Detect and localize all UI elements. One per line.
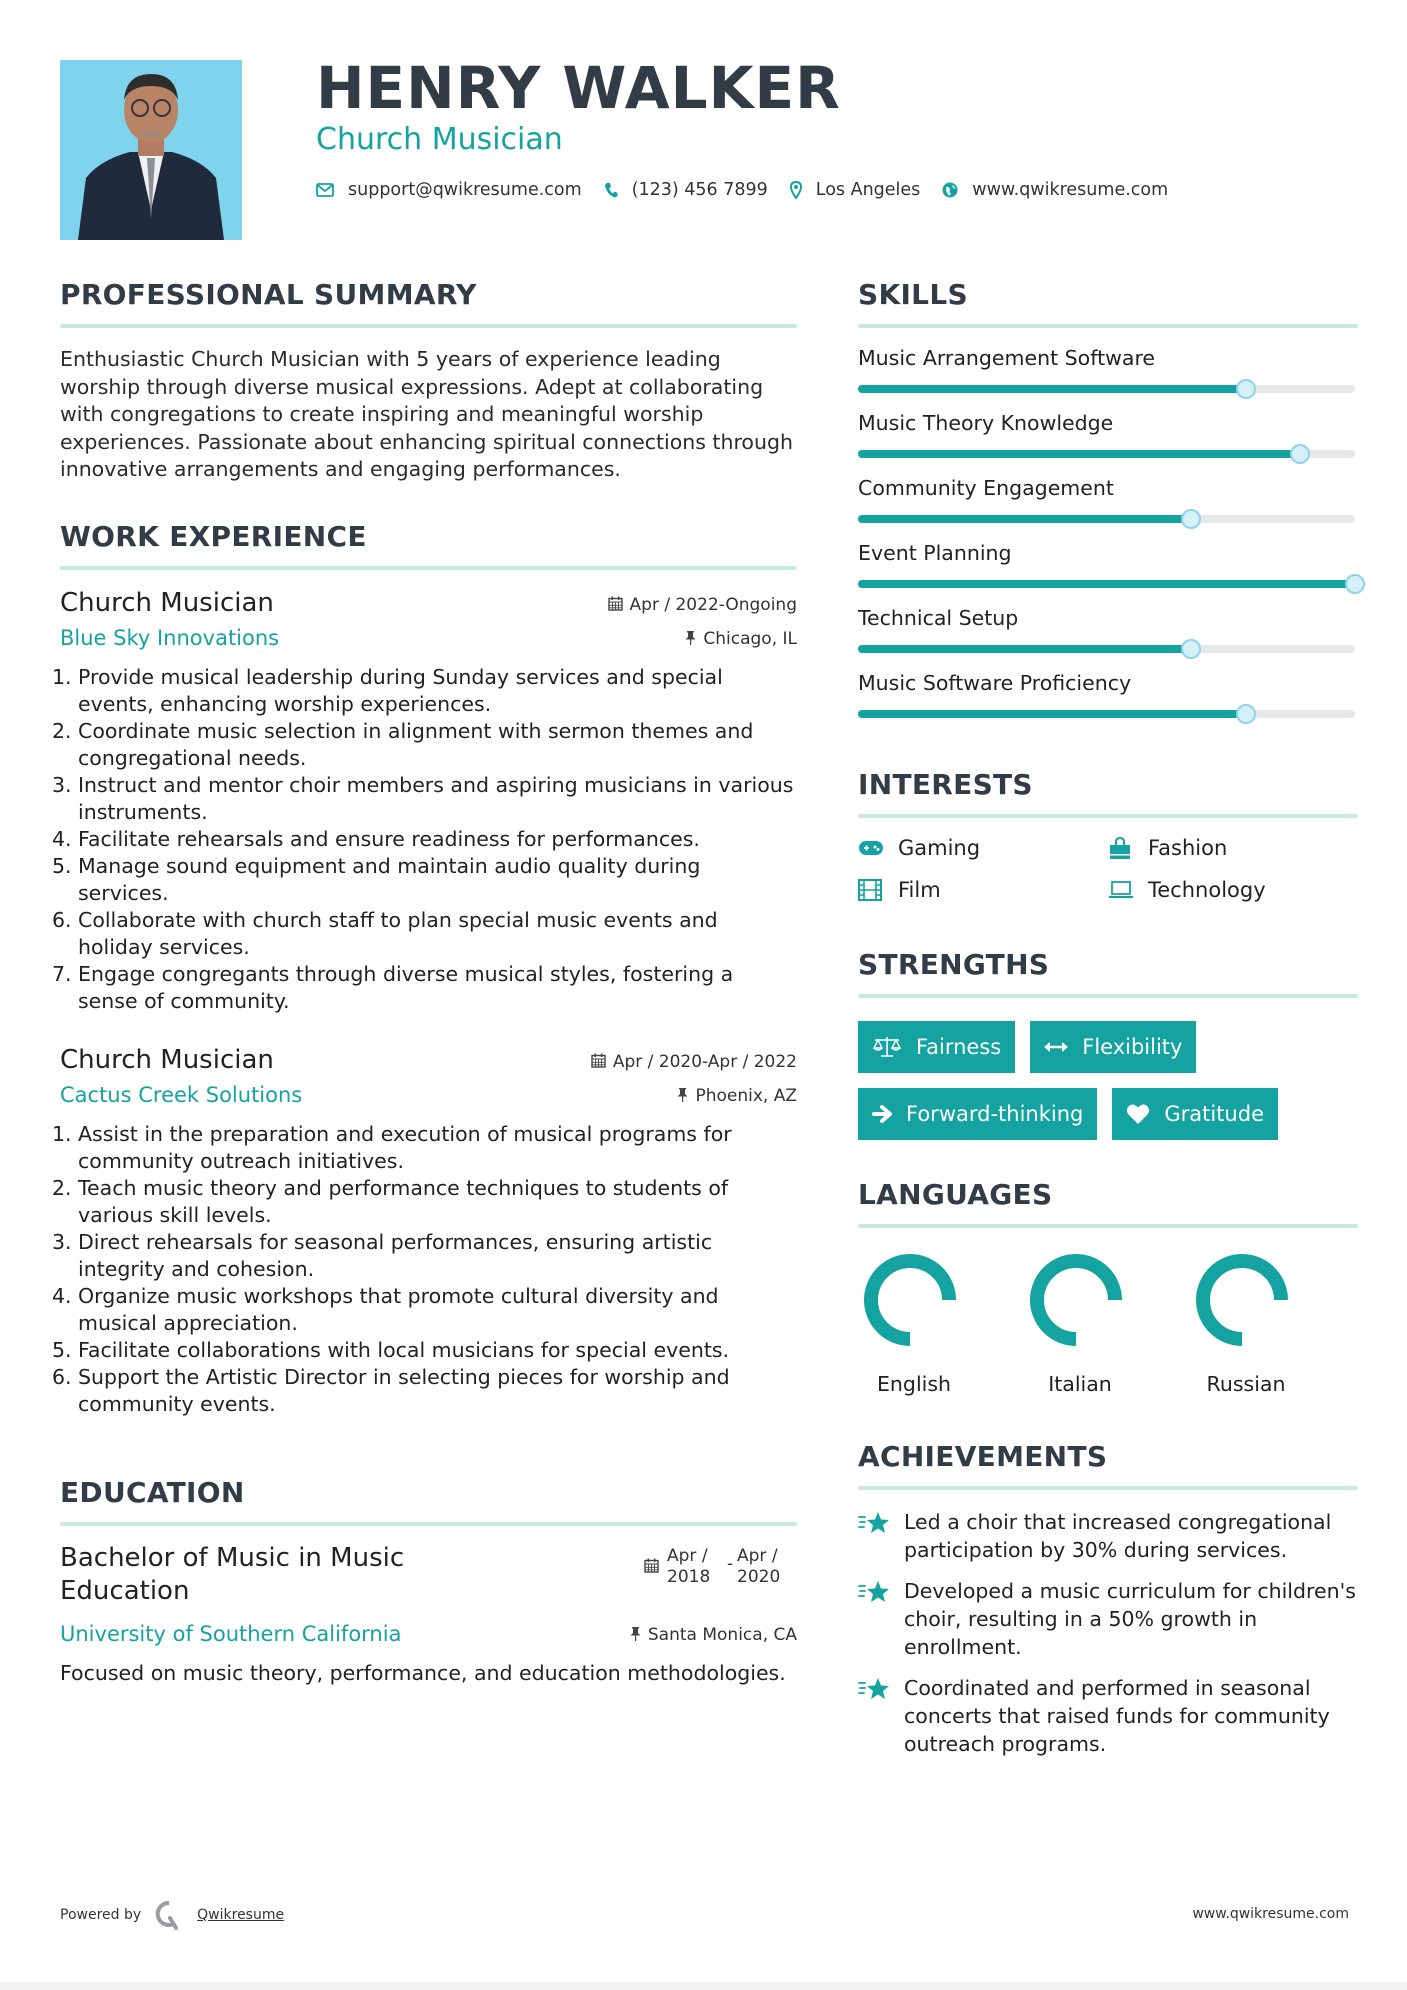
- contact-email[interactable]: [316, 180, 582, 200]
- strength-tag: [858, 1021, 1015, 1073]
- envelope-icon: [316, 183, 334, 197]
- skills-list: [858, 346, 1358, 718]
- contact-location: [790, 180, 921, 200]
- duty-item: 6. Collaborate with church staff to plan special music events and holiday services.: [52, 907, 718, 959]
- thumbtack-icon: [630, 1626, 641, 1645]
- language-item: [1024, 1254, 1190, 1396]
- job-location-text: Chicago, IL: [703, 629, 797, 649]
- skill-bar: [858, 710, 1355, 718]
- skill-bar: [858, 385, 1355, 393]
- section-title-skills: SKILLS: [858, 278, 968, 311]
- profile-photo: [60, 60, 242, 240]
- education-description: Focused on music theory, performance, and education methodologies.: [60, 1660, 786, 1685]
- globe-icon: [942, 182, 958, 198]
- shooting-star-icon: [858, 1676, 904, 1758]
- education-dates: [644, 1546, 797, 1608]
- strength-tag: [858, 1088, 1097, 1140]
- job-location: [685, 629, 797, 649]
- skill-bar-thumb: [1181, 509, 1201, 529]
- candidate-role: Church Musician: [316, 122, 563, 157]
- achievement-item: [858, 1577, 1358, 1661]
- arrows-h-icon: [1044, 1041, 1068, 1053]
- language-item: [1190, 1254, 1356, 1396]
- job-dates-text: Apr / 2020-Apr / 2022: [612, 1052, 797, 1072]
- job-location: [677, 1086, 797, 1106]
- skill-bar: [858, 450, 1355, 458]
- language-ring-arc: [871, 1261, 949, 1339]
- skill-name: Technical Setup: [858, 606, 1019, 630]
- section-divider: [858, 994, 1358, 998]
- contact-row: [316, 180, 1190, 200]
- strength-tag: [1112, 1088, 1278, 1140]
- degree-title: Bachelor of Music in Music Education: [60, 1542, 405, 1606]
- school-location: [630, 1625, 797, 1645]
- interest-label: Fashion: [1148, 836, 1228, 860]
- section-divider: [858, 814, 1358, 818]
- section-title-achievements: ACHIEVEMENTS: [858, 1440, 1108, 1473]
- heart-icon: [1126, 1103, 1150, 1125]
- interests-section: [858, 768, 1358, 902]
- section-title-languages: LANGUAGES: [858, 1178, 1053, 1211]
- skill-bar-fill: [858, 515, 1191, 523]
- interest-label: Gaming: [898, 836, 981, 860]
- skill-bar-fill: [858, 450, 1300, 458]
- powered-by-label: Powered by: [60, 1907, 142, 1923]
- section-title-interests: INTERESTS: [858, 768, 1033, 801]
- job-entry: [52, 1044, 797, 1418]
- strength-label: Gratitude: [1164, 1102, 1264, 1126]
- language-ring-arc: [1203, 1261, 1281, 1339]
- skill-bar-thumb: [1236, 379, 1256, 399]
- thumbtack-icon: [677, 1087, 688, 1106]
- job-title: Church Musician: [60, 1044, 274, 1075]
- thumbtack-icon: [685, 630, 696, 649]
- language-name: English: [876, 1372, 952, 1396]
- skill-name: Event Planning: [858, 541, 1012, 565]
- section-title-experience: WORK EXPERIENCE: [60, 519, 367, 553]
- experience-section: [52, 519, 797, 1418]
- skill-name: Music Theory Knowledge: [858, 411, 1114, 435]
- skill-bar-thumb: [1345, 574, 1365, 594]
- language-ring: [864, 1254, 956, 1346]
- duty-item: 3. Instruct and mentor choir members and aspiring musicians in various instruments.: [52, 772, 794, 824]
- section-title-strengths: STRENGTHS: [858, 948, 1050, 981]
- job-location-text: Phoenix, AZ: [695, 1086, 797, 1106]
- summary-text: Enthusiastic Church Musician with 5 years of experience leading worship through diverse musical expressions. Adept at collaborating with congregations to create inspiring and meaningful worship experiences. Passionate about enhancing spiritual connections through innovative arrangements and engaging performances.: [60, 347, 793, 481]
- skill-bar-thumb: [1181, 639, 1201, 659]
- languages-section: [858, 1178, 1358, 1396]
- duty-item: 4. Organize music workshops that promote cultural diversity and musical appreciation.: [52, 1283, 719, 1335]
- footer-powered-by: [60, 1900, 284, 1930]
- skill-bar-fill: [858, 580, 1355, 588]
- contact-location-text: Los Angeles: [815, 180, 921, 200]
- summary-section: [60, 278, 797, 484]
- skill-item: [858, 671, 1358, 718]
- balance-scale-icon: [872, 1035, 902, 1059]
- skill-bar: [858, 515, 1355, 523]
- achievement-text: Led a choir that increased congregational participation by 30% during services.: [904, 1510, 1332, 1562]
- achievement-item: [858, 1674, 1358, 1758]
- footer-website[interactable]: www.qwikresume.com: [1192, 1906, 1349, 1922]
- strength-tag: [1030, 1021, 1196, 1073]
- achievements-section: [858, 1440, 1358, 1758]
- calendar-icon: [608, 596, 623, 615]
- calendar-icon: [644, 1558, 659, 1608]
- calendar-icon: [591, 1053, 606, 1072]
- language-name: Italian: [1048, 1372, 1112, 1396]
- achievement-item: [858, 1508, 1358, 1564]
- section-divider: [60, 566, 797, 570]
- company-name: Blue Sky Innovations: [60, 625, 280, 650]
- education-section: [60, 1476, 797, 1687]
- duty-item: 5. Manage sound equipment and maintain audio quality during services.: [52, 853, 701, 905]
- company-name: Cactus Creek Solutions: [60, 1082, 303, 1107]
- duty-item: 2. Teach music theory and performance techniques to students of various skill levels.: [52, 1175, 729, 1227]
- achievement-text: Coordinated and performed in seasonal concerts that raised funds for community outreach programs.: [904, 1676, 1330, 1756]
- shooting-star-icon: [858, 1579, 904, 1661]
- duty-item: 7. Engage congregants through diverse musical styles, fostering a sense of community.: [52, 961, 734, 1013]
- skill-item: [858, 346, 1358, 393]
- duty-item: 4. Facilitate rehearsals and ensure readiness for performances.: [52, 826, 700, 851]
- skill-bar-fill: [858, 385, 1246, 393]
- right-column: [858, 278, 1358, 1771]
- skill-bar: [858, 580, 1355, 588]
- job-dates: [591, 1052, 797, 1072]
- person-portrait-icon: [60, 60, 242, 240]
- section-divider: [858, 1224, 1358, 1228]
- qwikresume-link[interactable]: Qwikresume: [197, 1907, 285, 1923]
- skill-name: Music Software Proficiency: [858, 671, 1132, 695]
- skill-item: [858, 411, 1358, 458]
- contact-phone-text: (123) 456 7899: [631, 180, 768, 200]
- contact-email-text: support@qwikresume.com: [348, 180, 582, 200]
- interest-item: [858, 836, 1108, 860]
- school-name: University of Southern California: [60, 1621, 402, 1646]
- job-title: Church Musician: [60, 587, 274, 618]
- duties-list: [52, 664, 797, 1015]
- skills-section: [858, 278, 1358, 718]
- skill-item: [858, 476, 1358, 523]
- duty-item: 1. Provide musical leadership during Sunday services and special events, enhancing worship experiences.: [52, 664, 723, 716]
- gamepad-icon: [858, 840, 886, 856]
- duties-list: [52, 1121, 797, 1418]
- skill-bar-fill: [858, 710, 1246, 718]
- section-title-education: EDUCATION: [60, 1475, 245, 1509]
- strength-label: Flexibility: [1082, 1035, 1183, 1059]
- interest-item: [1108, 878, 1358, 902]
- job-dates-text: Apr / 2022-Ongoing: [629, 595, 797, 615]
- interest-label: Technology: [1148, 878, 1266, 902]
- interest-label: Film: [898, 878, 941, 902]
- job-entry: [52, 587, 797, 1015]
- contact-website-text: www.qwikresume.com: [972, 180, 1169, 200]
- skill-bar-thumb: [1236, 704, 1256, 724]
- strengths-section: [858, 948, 1358, 1140]
- strength-label: Fairness: [916, 1035, 1002, 1059]
- skill-name: Music Arrangement Software: [858, 346, 1156, 370]
- skill-bar-thumb: [1290, 444, 1310, 464]
- qwikresume-logo-icon: [155, 1900, 183, 1930]
- skill-item: [858, 606, 1358, 653]
- duty-item: 3. Direct rehearsals for seasonal performances, ensuring artistic integrity and cohesion.: [52, 1229, 713, 1281]
- education-start: Apr / 2018: [667, 1545, 711, 1587]
- interest-item: [1108, 836, 1358, 860]
- contact-phone[interactable]: [604, 180, 768, 200]
- language-ring: [1030, 1254, 1122, 1346]
- language-name: Russian: [1206, 1372, 1286, 1396]
- section-divider: [858, 1486, 1358, 1490]
- language-item: [858, 1254, 1024, 1396]
- achievement-text: Developed a music curriculum for children's choir, resulting in a 50% growth in enrollment.: [904, 1579, 1356, 1659]
- language-ring-arc: [1037, 1261, 1115, 1339]
- skill-item: [858, 541, 1358, 588]
- film-icon: [858, 879, 886, 901]
- candidate-name: HENRY WALKER: [316, 54, 841, 122]
- section-divider: [60, 1522, 797, 1526]
- arrow-right-icon: [872, 1104, 892, 1124]
- laptop-icon: [1108, 880, 1136, 900]
- section-title-summary: PROFESSIONAL SUMMARY: [60, 278, 477, 311]
- education-end: Apr / 2020: [737, 1545, 781, 1587]
- contact-website[interactable]: [942, 180, 1168, 200]
- date-separator: -: [727, 1553, 734, 1574]
- left-column: [52, 278, 797, 1687]
- duty-item: 6. Support the Artistic Director in selecting pieces for worship and community events.: [52, 1364, 730, 1416]
- shooting-star-icon: [858, 1510, 904, 1564]
- skill-bar: [858, 645, 1355, 653]
- job-dates: [608, 595, 797, 615]
- page-bottom-edge: [0, 1982, 1407, 1990]
- duty-item: 2. Coordinate music selection in alignment with sermon themes and congregational needs.: [52, 718, 754, 770]
- school-location-text: Santa Monica, CA: [647, 1625, 797, 1645]
- interest-item: [858, 878, 1108, 902]
- strength-label: Forward-thinking: [906, 1102, 1084, 1126]
- map-pin-icon: [790, 181, 802, 199]
- duty-item: 5. Facilitate collaborations with local musicians for special events.: [52, 1337, 730, 1362]
- phone-icon: [604, 182, 618, 198]
- shopping-bag-icon: [1108, 836, 1136, 860]
- duty-item: 1. Assist in the preparation and execution of musical programs for community outreach initiatives.: [52, 1121, 732, 1173]
- section-divider: [60, 324, 797, 328]
- section-divider: [858, 324, 1358, 328]
- skill-bar-fill: [858, 645, 1191, 653]
- skill-name: Community Engagement: [858, 476, 1114, 500]
- language-ring: [1196, 1254, 1288, 1346]
